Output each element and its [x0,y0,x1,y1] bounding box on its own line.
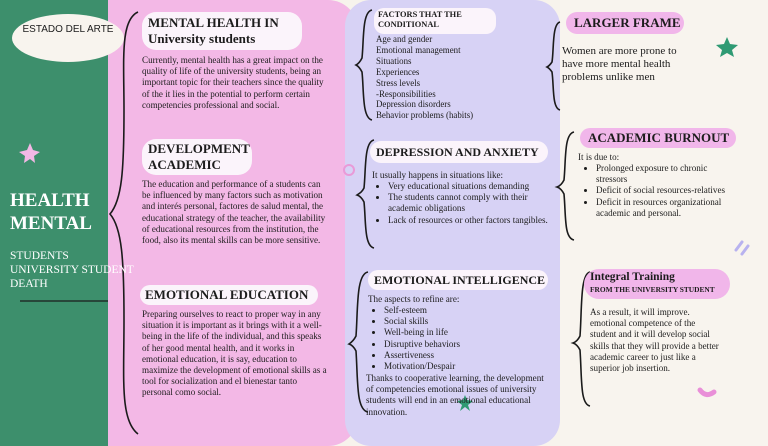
depression-item: • Very educational situations demanding [388,181,548,192]
burnout-title: ACADEMIC BURNOUT [588,130,730,145]
intelligence-outro: Thanks to cooperative learning, the development of competencies emotional issues of university students will end in an emotional educational innovation. [366,373,544,417]
brace-larger [547,22,560,110]
main-title: HEALTH MENTAL [10,190,92,234]
depression-intro: It usually happens in situations like: [372,170,504,180]
main-subtitle: STUDENTS UNIVERSITY STUDENT DEATH [10,250,134,290]
factors-list [376,34,536,121]
development-text: The education and performance of a students can be influenced by many factors such as motivation and interés personal, factores de salud mental, the educational strategy of the teacher, the availability of educational resources from the institution, the food, also its mental skills can be more sensitive. [142,179,326,246]
estado-del-arte-badge: ESTADO DEL ARTE [22,24,114,35]
development-title: DEVELOPMENT ACADEMIC [148,141,250,172]
burnout-item: • Deficit in resources organizational academic and personal. [596,197,726,219]
emotional-education-text: Preparing ourselves to react to proper way in any situation it is important as it brings with it a well-being in the life of the individual, and this speaks of her good mental health, and it works in emotional education, it is say, education to maximize the development of emotional skills as a tool for socialization and el bienestar tanto personal como social. [142,309,327,398]
factor-item: Stress levels [376,77,421,88]
larger-text: Women are more prone to have more mental health problems unlike men [562,45,677,83]
factors-title: FACTORS THAT THE CONDITIONAL [378,10,462,29]
brace-factors [356,10,372,120]
larger-title: LARGER FRAME [574,15,681,30]
intelligence-title: EMOTIONAL INTELLIGENCE [374,273,546,287]
intelligence-item: • Assertiveness [384,350,544,361]
intelligence-item: • Social skills [384,316,544,327]
intelligence-item: • Disruptive behaviors [384,339,544,350]
factor-item: Emotional management [376,44,461,55]
training-title: Integral Training [590,271,675,283]
intelligence-item: • Self-esteem [384,305,544,316]
main-brace [110,12,138,434]
pink-star-icon [19,143,40,163]
pink-ring-icon [344,165,354,175]
depression-item: • Lack of resources or other factors tangibles. [388,215,548,226]
green-star-icon [716,37,738,57]
intelligence-list [370,305,544,372]
depression-list [374,181,548,226]
training-text: As a result, it will improve. emotional competence of the student and it will develop social skills that they will provide a better academic career to just like a superior job insertion. [590,307,719,374]
mental-health-title: MENTAL HEALTH IN University students [148,15,279,46]
depression-item: • The students cannot comply with their academic obligations [388,192,548,214]
factor-item: Behavior problems (habits) [376,110,474,121]
pink-squiggle-icon [700,390,714,395]
factor-item: -Responsibilities [376,88,436,99]
burnout-item: • Prolonged exposure to chronic stressors [596,163,726,185]
intelligence-item: • Well-being in life [384,327,544,338]
intelligence-intro: The aspects to refine are: [368,294,460,304]
burnout-item: • Deficit of social resources-relatives [596,185,726,196]
factor-item: Situations [376,55,412,66]
mental-health-text: Currently, mental health has a great impact on the quality of life of the university students, being an important topic for their teachers since the quality of the it lies in the potential to perform certain competencies professional and social. [142,55,324,110]
factor-item: Depression disorders [376,99,451,110]
emotional-education-title: EMOTIONAL EDUCATION [145,287,309,302]
burnout-intro: It is due to: [578,152,620,162]
brace-burnout [557,132,574,240]
factor-item: Experiences [376,66,420,77]
badge-blob-shape [12,14,124,62]
depression-title: DEPRESSION AND ANXIETY [376,145,539,159]
intelligence-item: • Motivation/Despair [384,361,544,372]
training-subtitle: FROM THE UNIVERSITY STUDENT [590,285,715,294]
factor-item: Age and gender [376,34,433,44]
lavender-marks-icon [736,242,748,254]
burnout-list [582,163,726,219]
